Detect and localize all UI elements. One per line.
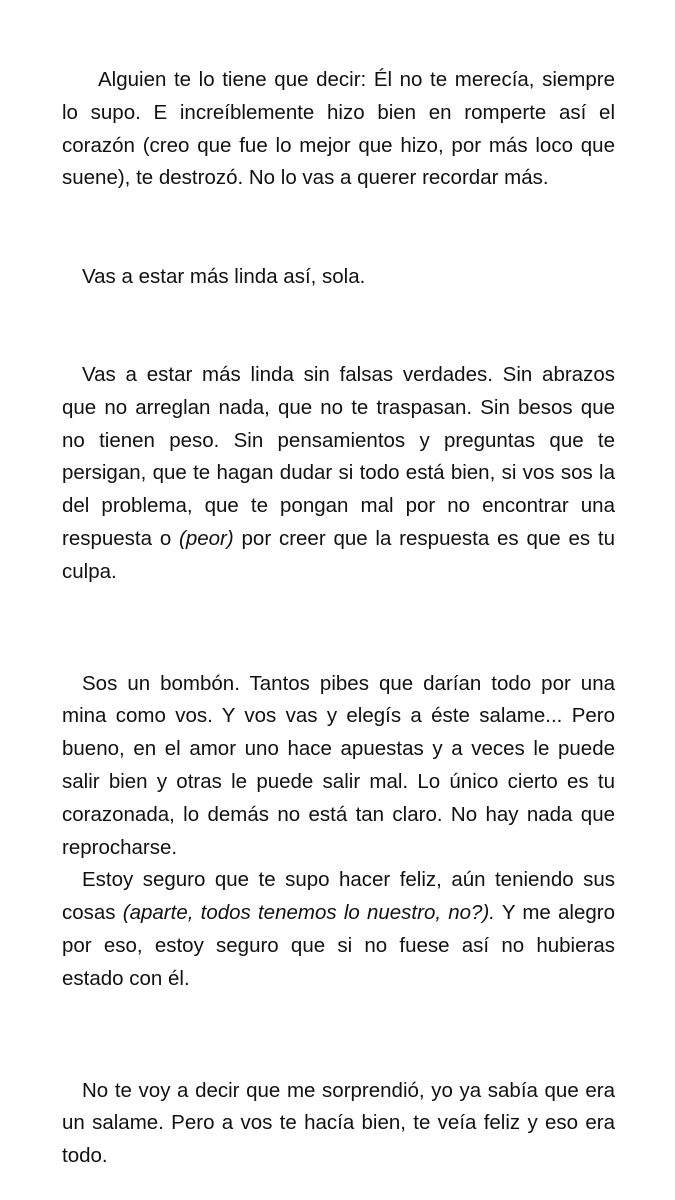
paragraph-text: Estoy seguro que te supo hacer feliz, aún teniendo sus cosas — [62, 868, 615, 925]
paragraph-text: Y me alegro por eso, estoy seguro que si no fuese así no hubieras estado con él. — [62, 901, 616, 990]
paragraph-text: No te voy a decir que me sorprendió, yo ya sabía que era un salame. Pero a vos te hacía bien, te veía feliz y eso era todo. — [62, 1078, 615, 1168]
paragraph-6 — [62, 1075, 615, 1173]
paragraph-italic-aside: (peor) — [179, 526, 234, 550]
paragraph-italic-aside: (aparte, todos tenemos lo nuestro, no?). — [122, 901, 495, 925]
document-page — [62, 64, 615, 1173]
paragraph-5 — [62, 864, 615, 995]
paragraph-text: Alguien te lo tiene que decir: Él no te merecía, siempre lo supo. E increíblemente hizo bien en romperte así el corazón (creo que fue lo mejor que hizo, por más loco que suene), te destrozó. No lo vas a querer recordar más. — [62, 68, 615, 190]
paragraph-4 — [62, 668, 615, 865]
paragraph-2 — [62, 261, 615, 294]
paragraph-text: Sos un bombón. Tantos pibes que darían todo por una mina como vos. Y vos vas y elegís a éste salame... Pero bueno, en el amor uno hace apuestas y a veces le puede salir bien y otras le puede salir mal. Lo único cierto es tu corazonada, lo demás no está tan claro. No hay nada que reprocharse. — [62, 671, 615, 859]
paragraph-text: Vas a estar más linda así, sola. — [82, 265, 366, 289]
paragraph-text: Vas a estar más linda sin falsas verdades. Sin abrazos que no arreglan nada, que no te traspasan. Sin besos que no tienen peso. Sin pensamientos y preguntas que te persigan, que te hagan dudar si todo está bien, si vos sos la del problema, que te pongan mal por no encontrar una respuesta o — [62, 362, 615, 550]
paragraph-3 — [62, 359, 615, 589]
paragraph-text: por creer que la respuesta es que es tu culpa. — [62, 526, 615, 583]
paragraph-1 — [62, 64, 615, 195]
